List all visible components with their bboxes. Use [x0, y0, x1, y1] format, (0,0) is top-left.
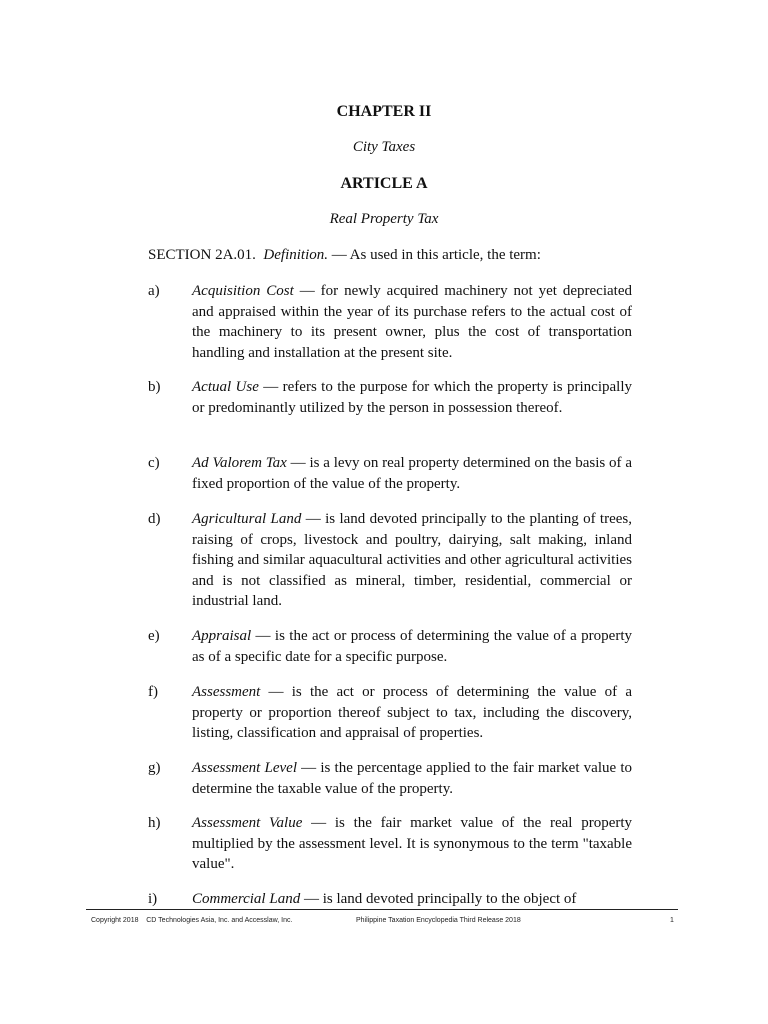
definition-text: — is the fair market value of the real property multiplied by the assessment level. It is synonymous to the term "taxable value". [192, 815, 633, 872]
definition-item [148, 377, 632, 418]
section-intro: — As used in this article, the term: [328, 247, 541, 263]
definition-body [192, 377, 632, 418]
section-heading [148, 247, 541, 264]
definition-item [148, 281, 632, 363]
definition-text: — is land devoted principally to the planting of trees, raising of crops, livestock and poultry, dairying, salt making, inland fishing and similar aquacultural activities and other agricultural activities and is not classified as mineral, timber, residential, commercial or industrial land. [192, 511, 632, 609]
definition-text: — is a levy on real property determined on the basis of a fixed proportion of the value of the property. [192, 455, 633, 492]
definition-term: Agricultural Land [192, 511, 302, 527]
definition-text: — refers to the purpose for which the property is principally or predominantly utilized by the person in possession thereof. [192, 379, 632, 416]
definition-item [148, 889, 632, 910]
definition-label: a) [148, 283, 160, 299]
article-heading: ARTICLE A [340, 175, 428, 192]
definition-label: d) [148, 511, 161, 527]
definition-label: f) [148, 684, 158, 700]
definition-term: Assessment Level [192, 760, 297, 776]
definition-term: Appraisal [192, 628, 252, 644]
definition-body [192, 758, 632, 799]
footer-publication: Philippine Taxation Encyclopedia Third Release 2018 [356, 917, 521, 924]
definition-body [192, 509, 632, 612]
definition-term: Commercial Land [192, 891, 301, 907]
definition-term: Assessment [192, 684, 261, 700]
definition-item [148, 758, 632, 799]
definition-label: i) [148, 891, 158, 907]
definition-term: Assessment Value [192, 815, 303, 831]
article-subtitle: Real Property Tax [329, 211, 439, 227]
definition-body [192, 281, 632, 363]
definition-term: Acquisition Cost [192, 283, 294, 299]
definition-item [148, 453, 632, 494]
footer-divider [86, 909, 678, 910]
definition-label: h) [148, 815, 161, 831]
definition-text: — is the act or process of determining the value of a property as of a specific date for a specific purpose. [192, 628, 632, 665]
definition-body [192, 453, 632, 494]
definition-label: e) [148, 628, 160, 644]
definition-item [148, 626, 632, 667]
section-title: Definition. [263, 247, 328, 263]
definition-body [192, 889, 632, 910]
chapter-heading: CHAPTER II [336, 103, 432, 120]
definition-body [192, 626, 632, 667]
definition-term: Ad Valorem Tax [192, 455, 287, 471]
definition-body [192, 813, 632, 875]
definition-item [148, 509, 632, 612]
definition-body [192, 682, 632, 744]
definition-text: — is land devoted principally to the object of [300, 891, 577, 907]
definition-item [148, 813, 632, 875]
footer-page-number: 1 [670, 917, 674, 924]
definition-label: b) [148, 379, 161, 395]
definition-text: — for newly acquired machinery not yet depreciated and appraised within the year of its purchase refers to the actual cost of the machinery to its present owner, plus the cost of transportation handling and installation at the present site. [192, 283, 632, 361]
definition-text: — is the percentage applied to the fair market value to determine the taxable value of the property. [192, 760, 632, 797]
definition-text: — is the act or process of determining the value of a property or proportion thereof subject to tax, including the discovery, listing, classification and appraisal of properties. [192, 684, 632, 741]
footer-copyright: Copyright 2018 CD Technologies Asia, Inc. and Accesslaw, Inc. [91, 917, 293, 924]
section-number: SECTION 2A.01. [148, 247, 256, 263]
definition-item [148, 682, 632, 744]
definition-term: Actual Use [192, 379, 259, 395]
chapter-subtitle: City Taxes [352, 139, 416, 155]
definition-label: g) [148, 760, 161, 776]
definition-label: c) [148, 455, 160, 471]
